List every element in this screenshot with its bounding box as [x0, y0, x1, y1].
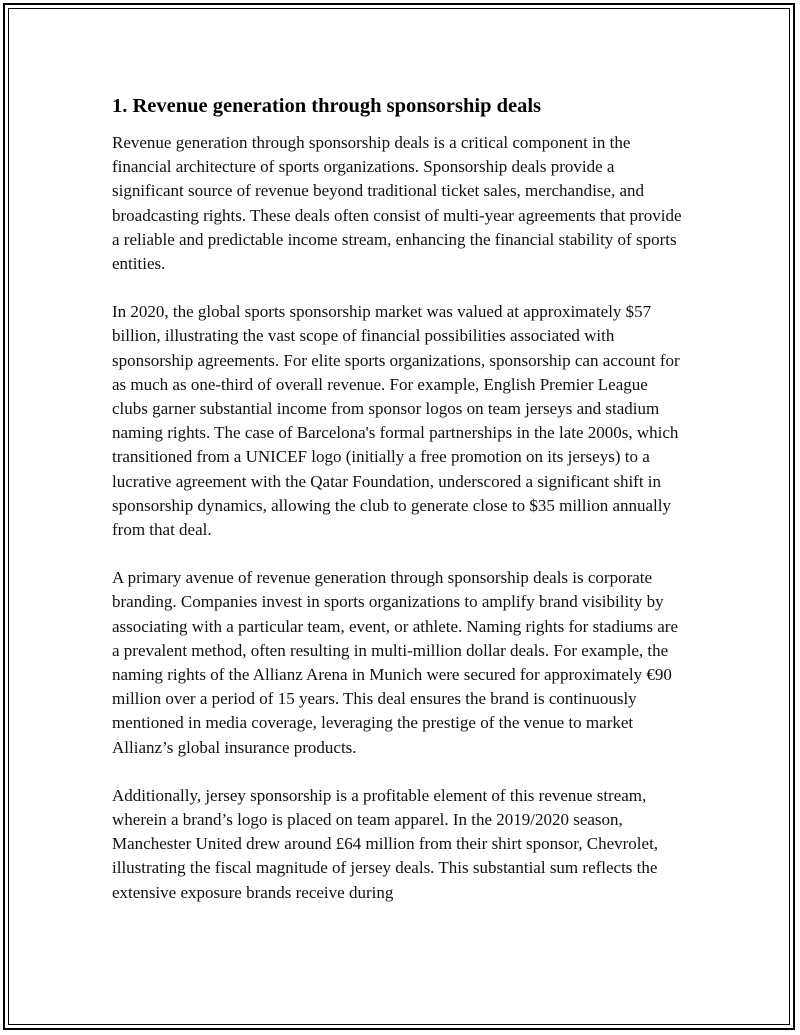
document-body	[112, 92, 682, 929]
section-heading: 1. Revenue generation through sponsorship deals	[112, 95, 542, 117]
paragraph-corporate-branding: A primary avenue of revenue generation through sponsorship deals is corporate branding. Companies invest in sports organizations to amplify brand visibility by associating with a particular team, event, or athlete. Naming rights for stadiums are a prevalent method, often resulting in multi-million dollar deals. For example, the naming rights of the Allianz Arena in Munich were secured for approximately €90 million over a period of 15 years. This deal ensures the brand is continuously mentioned in media coverage, leveraging the prestige of the venue to market Allianz’s global insurance products.	[112, 568, 679, 757]
paragraph-market-value: In 2020, the global sports sponsorship market was valued at approximately $57 billion, illustrating the vast scope of financial possibilities associated with sponsorship agreements. For elite sports organizations, sponsorship can account for as much as one-third of overall revenue. For example, English Premier League clubs garner substantial income from sponsor logos on team jerseys and stadium naming rights. The case of Barcelona's formal partnerships in the late 2000s, which transitioned from a UNICEF logo (initially a free promotion on its jerseys) to a lucrative agreement with the Qatar Foundation, underscored a significant shift in sponsorship dynamics, allowing the club to generate close to $35 million annually from that deal.	[112, 302, 680, 540]
paragraph-jersey-sponsorship: Additionally, jersey sponsorship is a profitable element of this revenue stream, wherein a brand’s logo is placed on team apparel. In the 2019/2020 season, Manchester United drew around £64 million from their shirt sponsor, Chevrolet, illustrating the fiscal magnitude of jersey deals. This substantial sum reflects the extensive exposure brands receive during	[112, 785, 659, 902]
paragraph-intro: Revenue generation through sponsorship deals is a critical component in the financial architecture of sports organizations. Sponsorship deals provide a significant source of revenue beyond traditional ticket sales, merchandise, and broadcasting rights. These deals often consist of multi-year agreements that provide a reliable and predictable income stream, enhancing the financial stability of sports entities.	[112, 133, 682, 274]
